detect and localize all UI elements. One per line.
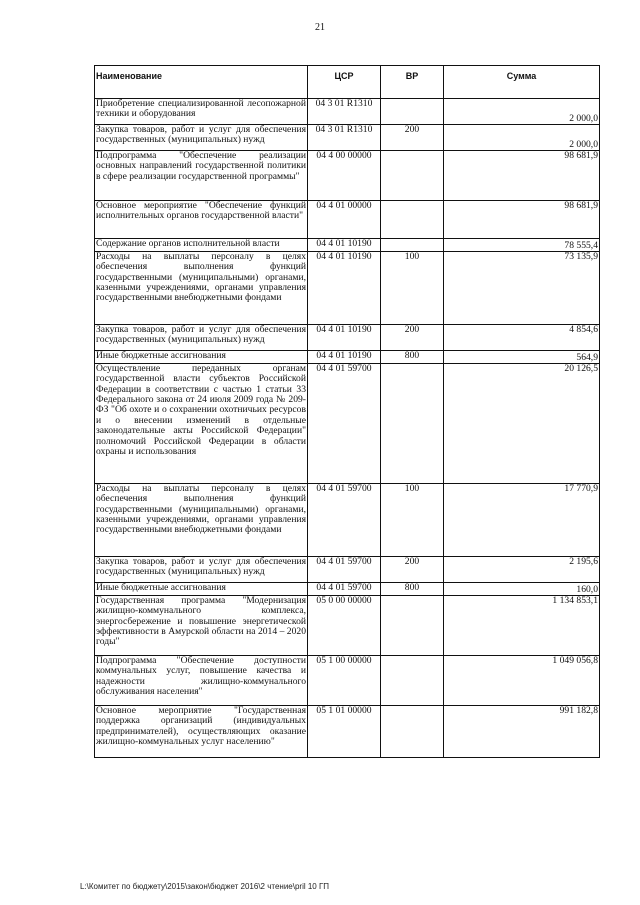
cell-sum: 17 770,9 [444, 484, 600, 557]
cell-vr [381, 706, 444, 758]
cell-vr: 200 [381, 125, 444, 151]
cell-csr: 04 4 01 59700 [308, 557, 381, 583]
cell-sum: 2 195,6 [444, 557, 600, 583]
cell-vr: 800 [381, 583, 444, 596]
cell-csr: 04 4 01 59700 [308, 484, 381, 557]
cell-sum: 78 555,4 [444, 239, 600, 252]
table-row [95, 252, 600, 325]
cell-csr: 04 3 01 R1310 [308, 99, 381, 125]
table-row [95, 583, 600, 596]
cell-csr: 04 4 01 10190 [308, 252, 381, 325]
cell-sum: 564,9 [444, 351, 600, 364]
cell-sum: 73 135,9 [444, 252, 600, 325]
header-vr: ВР [381, 66, 444, 99]
table-row [95, 239, 600, 252]
cell-sum: 1 134 853,1 [444, 596, 600, 656]
cell-csr: 04 4 01 59700 [308, 364, 381, 484]
cell-vr [381, 99, 444, 125]
page-number: 21 [315, 22, 325, 33]
cell-vr [381, 596, 444, 656]
budget-table [94, 65, 600, 758]
cell-vr [381, 239, 444, 252]
cell-vr [381, 656, 444, 706]
cell-vr: 100 [381, 484, 444, 557]
cell-vr: 800 [381, 351, 444, 364]
cell-csr: 04 4 00 00000 [308, 151, 381, 201]
cell-csr: 05 1 00 00000 [308, 656, 381, 706]
cell-csr: 04 4 01 00000 [308, 201, 381, 239]
cell-sum: 4 854,6 [444, 325, 600, 351]
table-row [95, 656, 600, 706]
cell-sum: 98 681,9 [444, 201, 600, 239]
cell-name: Государственная программа "Модернизация жилищно-коммунального комплекса, энергосбережение и повышение энергетической эффективности в Амурской области на 2014 – 2020 годы" [95, 596, 308, 656]
cell-name: Расходы на выплаты персоналу в целях обеспечения выполнения функций государственными (муниципальными) органами, казенными учреждениями, органами управления государственными внебюджетными фондами [95, 484, 308, 557]
cell-sum: 2 000,0 [444, 99, 600, 125]
cell-vr [381, 151, 444, 201]
table-header-row [95, 66, 600, 99]
cell-csr: 04 4 01 59700 [308, 583, 381, 596]
cell-sum: 160,0 [444, 583, 600, 596]
cell-vr [381, 364, 444, 484]
table-row [95, 557, 600, 583]
table-body [95, 99, 600, 758]
cell-name: Основное мероприятие "Обеспечение функций исполнительных органов государственной власти" [95, 201, 308, 239]
cell-vr: 200 [381, 325, 444, 351]
header-csr: ЦСР [308, 66, 381, 99]
table-row [95, 596, 600, 656]
cell-name: Расходы на выплаты персоналу в целях обеспечения выполнения функций государственными (муниципальными) органами, казенными учреждениями, органами управления государственными внебюджетными фондами [95, 252, 308, 325]
table-row [95, 201, 600, 239]
cell-name: Подпрограмма "Обеспечение доступности коммунальных услуг, повышение качества и надежности жилищно-коммунального обслуживания населения" [95, 656, 308, 706]
cell-csr: 05 0 00 00000 [308, 596, 381, 656]
table-row [95, 706, 600, 758]
cell-name: Содержание органов исполнительной власти [95, 239, 308, 252]
cell-sum: 2 000,0 [444, 125, 600, 151]
table-row [95, 151, 600, 201]
cell-name: Иные бюджетные ассигнования [95, 351, 308, 364]
cell-name: Осуществление переданных органам государственной власти субъектов Российской Федерации в соответствии с частью 1 статьи 33 Федерального закона от 24 июля 2009 года № 209-ФЗ "Об охоте и о сохранении охотничьих ресурсов и о внесении изменений в отдельные законодательные акты Российской Федерации" полномочий Российской Федерации в области охраны и использования [95, 364, 308, 484]
cell-sum: 98 681,9 [444, 151, 600, 201]
header-name: Наименование [95, 66, 308, 99]
cell-sum: 1 049 056,8 [444, 656, 600, 706]
cell-vr: 100 [381, 252, 444, 325]
cell-name: Иные бюджетные ассигнования [95, 583, 308, 596]
cell-name: Подпрограмма "Обеспечение реализации основных направлений государственной политики в сфере реализации государственной программы" [95, 151, 308, 201]
table-row [95, 325, 600, 351]
cell-name: Основное мероприятие "Государственная поддержка организаций (индивидуальных предпринимателей), осуществляющих оказание жилищно-коммунальных услуг населению" [95, 706, 308, 758]
file-path-footer: L:\Комитет по бюджету\2015\закон\бюджет 2016\2 чтение\pril 10 ГП [80, 882, 330, 891]
cell-csr: 04 4 01 10190 [308, 325, 381, 351]
table-row [95, 364, 600, 484]
cell-sum: 991 182,8 [444, 706, 600, 758]
header-sum: Сумма [444, 66, 600, 99]
table-row [95, 484, 600, 557]
table-row [95, 99, 600, 125]
cell-csr: 05 1 01 00000 [308, 706, 381, 758]
cell-csr: 04 4 01 10190 [308, 239, 381, 252]
cell-csr: 04 3 01 R1310 [308, 125, 381, 151]
cell-sum: 20 126,5 [444, 364, 600, 484]
cell-csr: 04 4 01 10190 [308, 351, 381, 364]
cell-vr [381, 201, 444, 239]
table-row [95, 125, 600, 151]
cell-name: Закупка товаров, работ и услуг для обеспечения государственных (муниципальных) нужд [95, 557, 308, 583]
cell-name: Приобретение специализированной лесопожарной техники и оборудования [95, 99, 308, 125]
table-row [95, 351, 600, 364]
cell-vr: 200 [381, 557, 444, 583]
cell-name: Закупка товаров, работ и услуг для обеспечения государственных (муниципальных) нужд [95, 125, 308, 151]
cell-name: Закупка товаров, работ и услуг для обеспечения государственных (муниципальных) нужд [95, 325, 308, 351]
